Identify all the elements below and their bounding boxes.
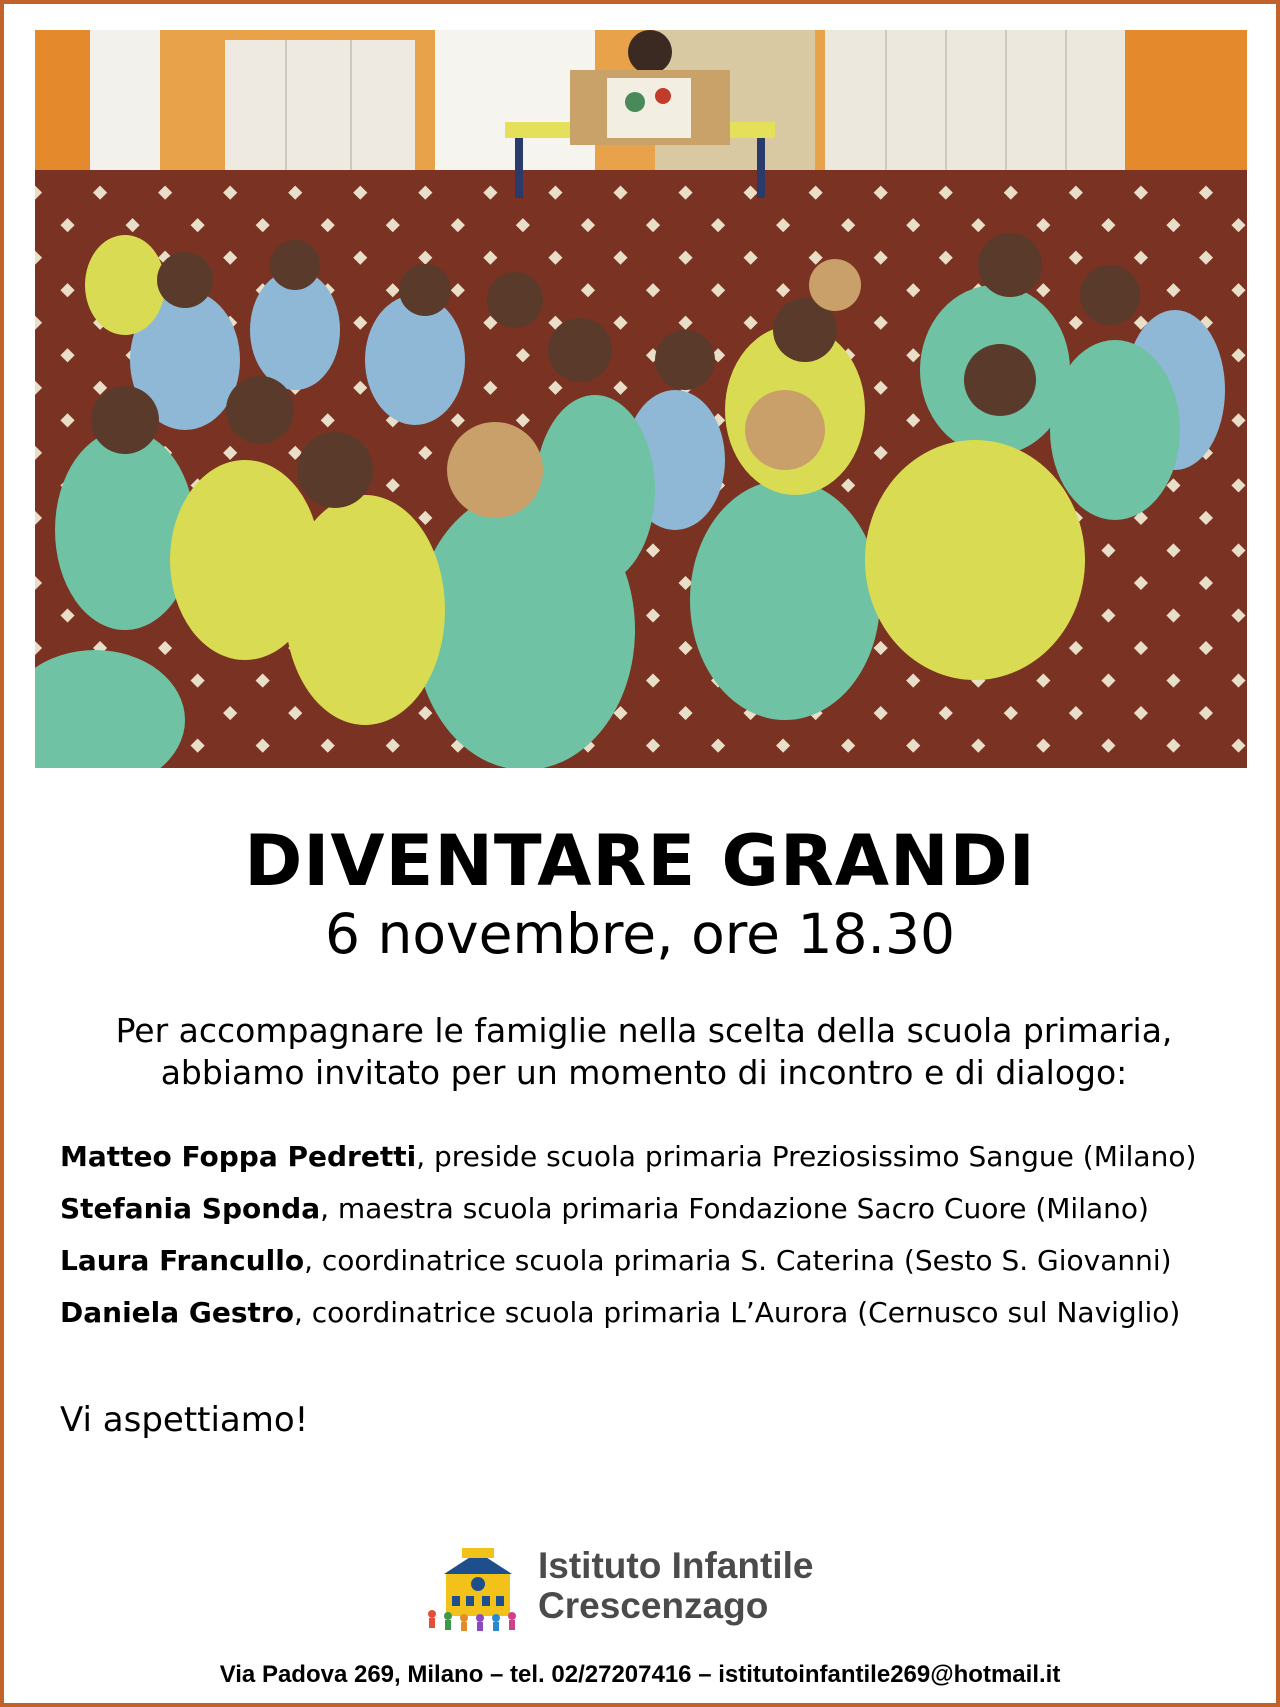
- logo-text: [538, 1546, 813, 1626]
- guest-item: [60, 1293, 1260, 1345]
- intro-text: [44, 1010, 1244, 1094]
- guest-name: Matteo Foppa Pedretti: [60, 1140, 417, 1173]
- guest-list: [60, 1137, 1260, 1345]
- classroom-photo: [35, 30, 1247, 768]
- intro-line-1: Per accompagnare le famiglie nella scelta della scuola primaria,: [115, 1011, 1173, 1050]
- guest-item: [60, 1137, 1260, 1189]
- guest-name: Laura Francullo: [60, 1244, 305, 1277]
- guest-role: , coordinatrice scuola primaria S. Caterina (Sesto S. Giovanni): [304, 1244, 1172, 1277]
- logo-line-1: Istituto Infantile: [538, 1545, 814, 1586]
- contact-footer: Via Padova 269, Milano – tel. 02/27207416 – istitutoinfantile269@hotmail.it: [219, 1661, 1061, 1688]
- intro-line-2: abbiamo invitato per un momento di incontro e di dialogo:: [160, 1053, 1128, 1092]
- school-logo: [422, 1546, 882, 1634]
- guest-role: , coordinatrice scuola primaria L’Aurora (Cernusco sul Naviglio): [293, 1296, 1181, 1329]
- event-date-time: 6 novembre, ore 18.30: [325, 902, 955, 966]
- page-title: DIVENTARE GRANDI: [244, 820, 1036, 902]
- guest-item: [60, 1189, 1260, 1241]
- guest-role: , maestra scuola primaria Fondazione Sacro Cuore (Milano): [320, 1192, 1149, 1225]
- children-sitting-photo-icon: [35, 30, 1247, 768]
- closing-text: Vi aspettiamo!: [60, 1400, 309, 1440]
- school-building-icon: [422, 1546, 534, 1632]
- logo-line-2: Crescenzago: [538, 1585, 769, 1626]
- guest-name: Daniela Gestro: [60, 1296, 294, 1329]
- guest-role: , preside scuola primaria Preziosissimo Sangue (Milano): [416, 1140, 1197, 1173]
- guest-name: Stefania Sponda: [60, 1192, 321, 1225]
- guest-item: [60, 1241, 1260, 1293]
